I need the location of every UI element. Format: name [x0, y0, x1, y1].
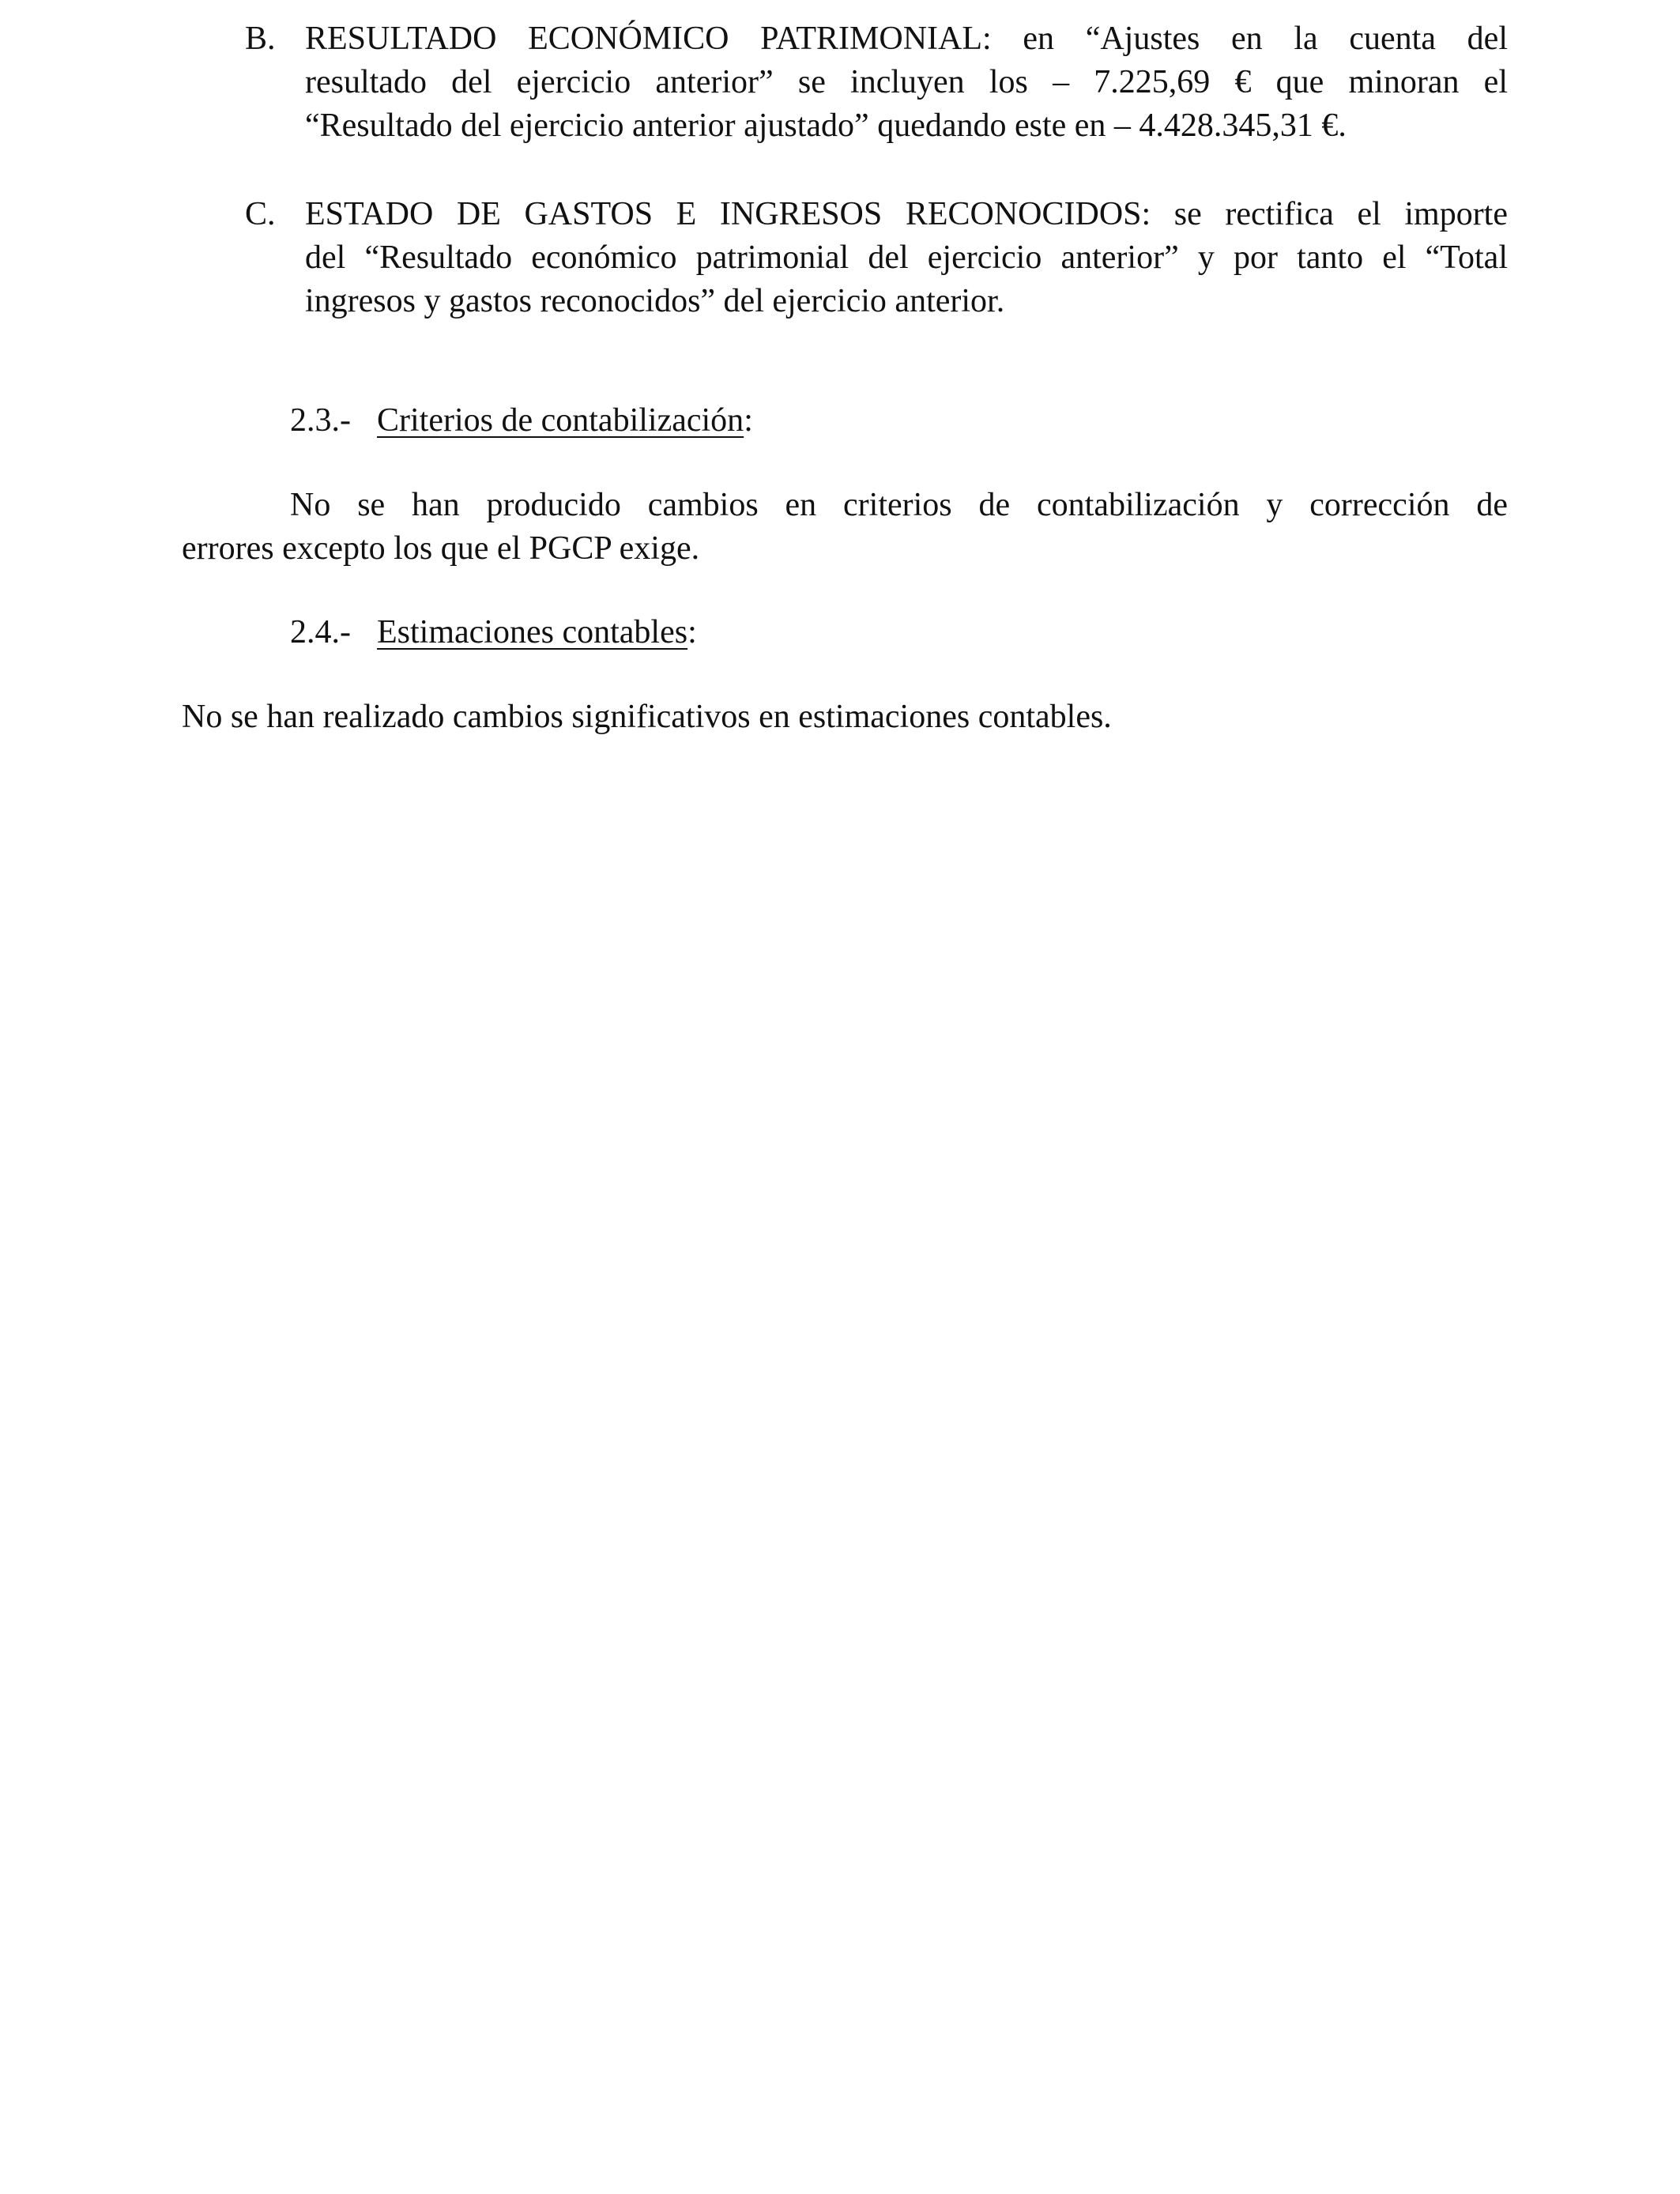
- text-line: RESULTADO ECONÓMICO PATRIMONIAL: en “Ajustes en la cuenta del: [305, 21, 1508, 57]
- text-line: No se han realizado cambios significativos en estimaciones contables.: [182, 699, 1112, 735]
- section-number: 2.3.-: [290, 402, 351, 439]
- list-marker-b: B.: [245, 21, 276, 57]
- section-title-suffix: :: [687, 614, 697, 650]
- section-paragraph-2-3: [182, 484, 1508, 571]
- text-line: ESTADO DE GASTOS E INGRESOS RECONOCIDOS: se rectifica el importe: [305, 196, 1508, 232]
- text-line: ingresos y gastos reconocidos” del ejercicio anterior.: [305, 283, 1005, 319]
- section-heading-2-3: [290, 399, 753, 443]
- section-paragraph-2-4: [182, 696, 1508, 739]
- text-line: “Resultado del ejercicio anterior ajustado” quedando este en – 4.428.345,31 €.: [305, 107, 1347, 144]
- text-line: resultado del ejercicio anterior” se incluyen los – 7.225,69 € que minoran el: [305, 64, 1508, 100]
- section-heading-2-4: [290, 611, 697, 654]
- section-title-suffix: :: [744, 402, 753, 439]
- text-line: errores excepto los que el PGCP exige.: [182, 530, 700, 567]
- section-title: Criterios de contabilización: [377, 402, 744, 439]
- text-line: del “Resultado económico patrimonial del ejercicio anterior” y por tanto el “Total: [305, 239, 1508, 276]
- list-text-c: [305, 193, 1508, 323]
- list-item-c: [245, 193, 1508, 323]
- list-text-b: [305, 17, 1508, 148]
- section-title: Estimaciones contables: [377, 614, 688, 650]
- section-number: 2.4.-: [290, 614, 351, 650]
- list-marker-c: C.: [245, 196, 276, 232]
- text-line: No se han producido cambios en criterios de contabilización y corrección de: [290, 487, 1508, 523]
- list-item-b: [245, 17, 1508, 148]
